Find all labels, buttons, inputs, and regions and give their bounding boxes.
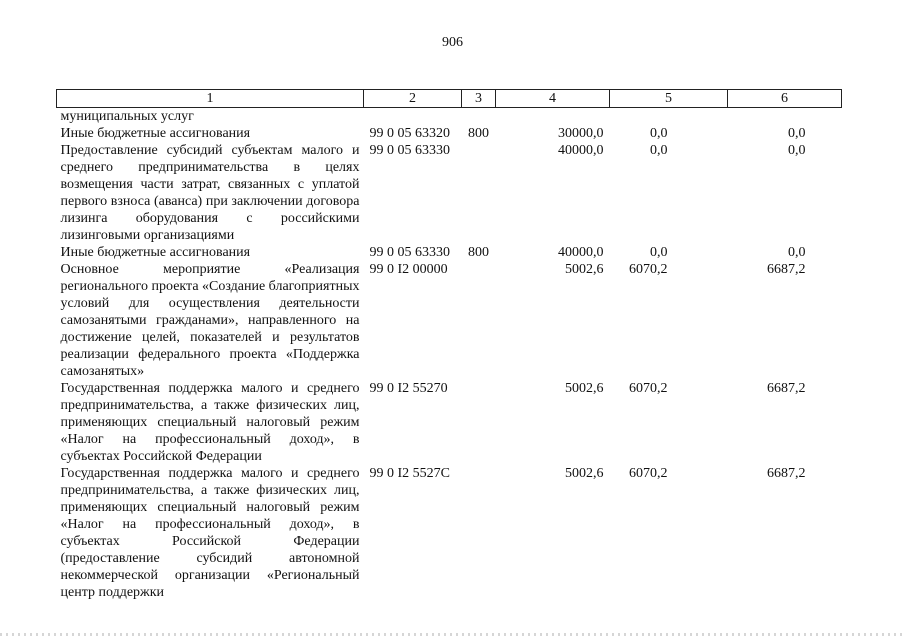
header-col-6: 6	[728, 90, 842, 108]
row-code: 99 0 I2 00000	[369, 262, 448, 277]
row-code: 99 0 I2 5527С	[369, 466, 450, 481]
scan-edge-noise	[0, 633, 905, 636]
table-row	[57, 261, 842, 380]
header-col-5: 5	[610, 90, 728, 108]
table-body	[57, 108, 842, 602]
row-name: Государственная поддержка малого и среднего предпринимательства, а также физических лиц, применяющих специальный налоговый режим «Налог на профессиональный доход», в субъектах Российской Федерации	[60, 381, 360, 464]
row-code: 99 0 05 63330	[369, 143, 450, 158]
table-row	[57, 380, 842, 465]
table-row	[57, 142, 842, 244]
row-value-col4: 40000,0	[558, 245, 604, 260]
row-value-col6: 0,0	[788, 126, 806, 141]
row-name: муниципальных услуг	[60, 109, 194, 124]
row-value-col6: 0,0	[788, 143, 806, 158]
row-expense-type	[462, 261, 496, 380]
budget-table	[56, 89, 842, 601]
row-name: Иные бюджетные ассигнования	[60, 126, 251, 141]
header-col-1: 1	[57, 90, 364, 108]
row-value-col6: 0,0	[788, 245, 806, 260]
row-code: 99 0 05 63330	[369, 245, 450, 260]
row-value-col6: 6687,2	[767, 466, 806, 481]
table-row	[57, 244, 842, 261]
page-number: 906	[442, 35, 463, 50]
row-value-col6: 6687,2	[767, 381, 806, 396]
row-expense-type	[462, 380, 496, 465]
row-expense-type	[462, 465, 496, 601]
table-row	[57, 108, 842, 126]
row-value-col4: 40000,0	[558, 143, 604, 158]
row-value-col4: 30000,0	[558, 126, 604, 141]
row-expense-type: 800	[468, 245, 489, 260]
row-value-col6: 6687,2	[767, 262, 806, 277]
row-value-col5: 0,0	[650, 126, 668, 141]
row-name: Предоставление субсидий субъектам малого и среднего предпринимательства в целях возмещения части затрат, связанных с уплатой первого взноса (аванса) при заключении договора лизинга оборудования с российскими лизинговыми организациями	[60, 143, 360, 243]
table-row	[57, 125, 842, 142]
row-name: Иные бюджетные ассигнования	[60, 245, 251, 260]
row-code: 99 0 I2 55270	[369, 381, 448, 396]
row-value-col5: 6070,2	[629, 262, 668, 277]
row-value-col4: 5002,6	[565, 466, 604, 481]
row-value-col5: 6070,2	[629, 381, 668, 396]
table-row	[57, 465, 842, 601]
row-value-col4: 5002,6	[565, 262, 604, 277]
row-value-col4: 5002,6	[565, 381, 604, 396]
header-col-2: 2	[364, 90, 462, 108]
row-value-col5: 0,0	[650, 143, 668, 158]
row-code: 99 0 05 63320	[369, 126, 450, 141]
row-name: Основное мероприятие «Реализация регионального проекта «Создание благоприятных условий для осуществления деятельности самозанятыми гражданами», направленного на достижение целей, показателей и результатов реализации федерального проекта «Поддержка самозанятых»	[60, 262, 360, 379]
header-row	[57, 90, 842, 108]
row-expense-type: 800	[468, 126, 489, 141]
row-value-col5	[610, 108, 728, 126]
header-col-4: 4	[496, 90, 610, 108]
row-name: Государственная поддержка малого и среднего предпринимательства, а также физических лиц, применяющих специальный налоговый режим «Налог на профессиональный доход», в субъектах Российской Федерации (предоставление субсидий автономной некоммерческой организации «Региональный центр поддержки	[60, 466, 360, 600]
row-value-col5: 6070,2	[629, 466, 668, 481]
header-col-3: 3	[462, 90, 496, 108]
row-value-col4	[496, 108, 610, 126]
row-value-col5: 0,0	[650, 245, 668, 260]
row-expense-type	[462, 142, 496, 244]
table-header	[57, 90, 842, 108]
row-code	[364, 108, 462, 126]
row-expense-type	[462, 108, 496, 126]
row-value-col6	[728, 108, 842, 126]
